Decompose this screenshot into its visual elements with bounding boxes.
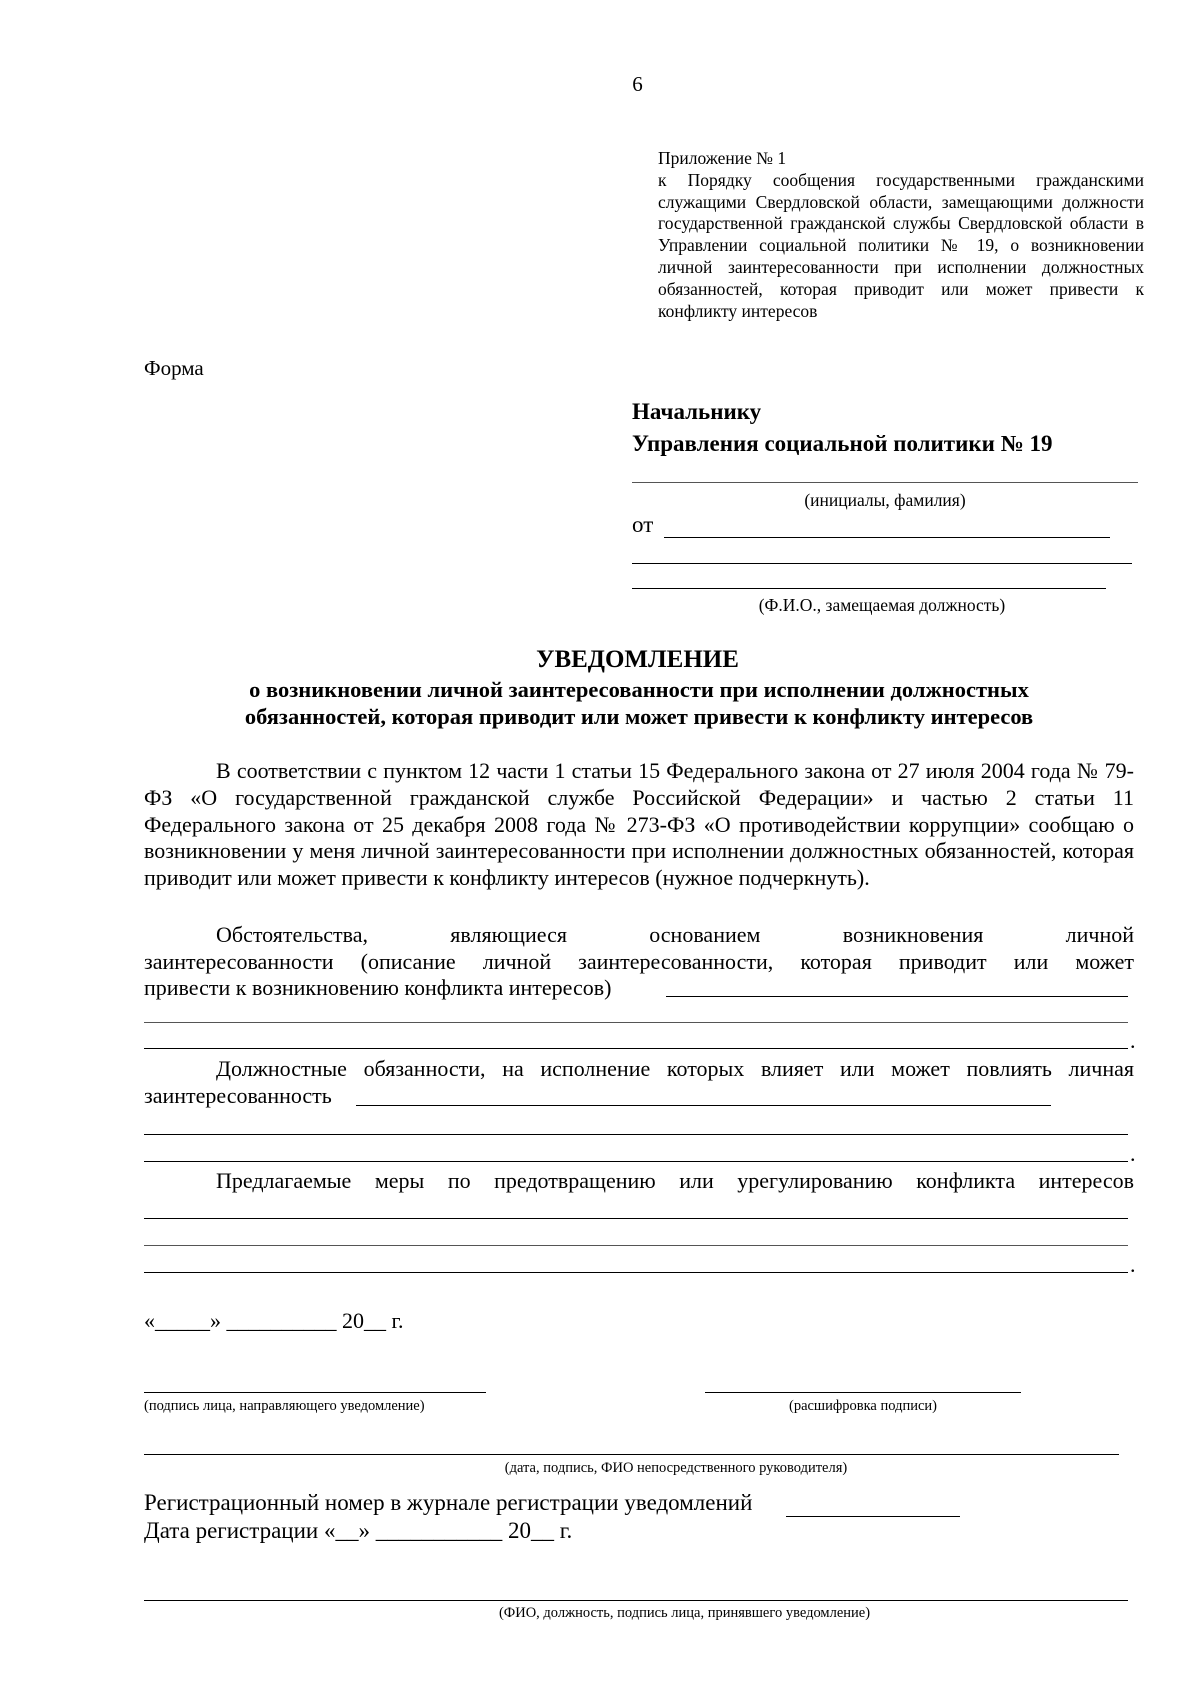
form-label: Форма [144,356,204,380]
caption-manager: (дата, подпись, ФИО непосредственного руководителя) [504,1460,848,1476]
caption-initials: (инициалы, фамилия) [804,490,966,510]
circumstances-period: . [1130,1028,1136,1053]
appendix-text: к Порядку сообщения государственными гражданскими служащими Свердловской области, замещающими должности государственной гражданской службы Свердловской области в Управлении социальной политики № 19, о возникновении личной заинтересованности при исполнении должностных обязанностей, которая приводит или может привести к конфликту интересов [658,169,1144,321]
measures-line-2[interactable] [144,1245,1128,1246]
from-label: от [632,512,654,537]
appendix-block [658,148,1144,322]
paragraph-4: Предлагаемые меры по предотвращению или урегулированию конфликта интересов [216,1168,1134,1193]
decode-line[interactable] [705,1392,1021,1393]
subtitle-line-1: о возникновении личной заинтересованности при исполнении должностных [249,677,1029,702]
addressee-line2: Управления социальной политики № 19 [632,431,1053,456]
caption-signature: (подпись лица, направляющего уведомление) [144,1398,425,1414]
paragraph-2-line-2: заинтересованности (описание личной заинтересованности, которая приводит или может [144,949,1134,974]
paragraph-3-line-2: заинтересованность [144,1083,332,1108]
date-line[interactable]: «_____» __________ 20__ г. [144,1308,404,1333]
addressee-name-line[interactable] [632,482,1138,483]
circumstances-line-2[interactable] [144,1022,1128,1023]
measures-period: . [1130,1252,1136,1277]
paragraph-3-line-1: Должностные обязанности, на исполнение которых влияет или может повлиять личная [216,1056,1134,1081]
duties-period: . [1130,1141,1136,1166]
registration-number-label: Регистрационный номер в журнале регистрации уведомлений [144,1490,753,1515]
duties-line-3[interactable] [144,1161,1128,1162]
receiver-line[interactable] [144,1600,1128,1601]
addressee-block [632,396,1052,460]
from-line-1[interactable] [664,537,1110,538]
from-line-2[interactable] [632,563,1132,564]
paragraph-2-line-3: привести к возникновению конфликта интересов) [144,975,612,1000]
document-subtitle [144,676,1134,730]
document-title: УВЕДОМЛЕНИЕ [536,646,739,673]
caption-fio: (Ф.И.О., замещаемая должность) [758,595,1006,615]
from-line-3[interactable] [632,588,1106,589]
circumstances-line-1[interactable] [666,996,1128,997]
measures-line-1[interactable] [144,1218,1128,1219]
measures-line-3[interactable] [144,1272,1128,1273]
registration-date-label[interactable]: Дата регистрации «__» ___________ 20__ г. [144,1518,573,1543]
manager-line[interactable] [144,1454,1119,1455]
paragraph-1 [144,758,1134,892]
signature-line[interactable] [144,1392,486,1393]
subtitle-line-2: обязанностей, которая приводит или может привести к конфликту интересов [244,704,1034,729]
appendix-title: Приложение № 1 [658,148,787,168]
paragraph-2-line-1: Обстоятельства, являющиеся основанием возникновения личной [216,922,1134,947]
circumstances-line-3[interactable] [144,1048,1128,1049]
duties-line-1[interactable] [356,1105,1051,1106]
addressee-line1: Начальнику [632,399,762,424]
caption-decode: (расшифровка подписи) [788,1398,938,1414]
caption-receiver: (ФИО, должность, подпись лица, принявшего уведомление) [498,1605,871,1621]
duties-line-2[interactable] [144,1134,1128,1135]
paragraph-1-text: В соответствии с пунктом 12 части 1 статьи 15 Федерального закона от 27 июля 2004 года № 79-ФЗ «О государственной гражданской службе Российской Федерации» и частью 2 статьи 11 Федерального закона от 25 декабря 2008 года № 273-ФЗ «О противодействии коррупции» сообщаю о возникновении у меня личной заинтересованности при исполнении должностных обязанностей, которая приводит или может привести к конфликту интересов (нужное подчеркнуть). [144,758,1134,891]
page-number: 6 [632,72,643,96]
registration-number-line[interactable] [786,1516,960,1517]
